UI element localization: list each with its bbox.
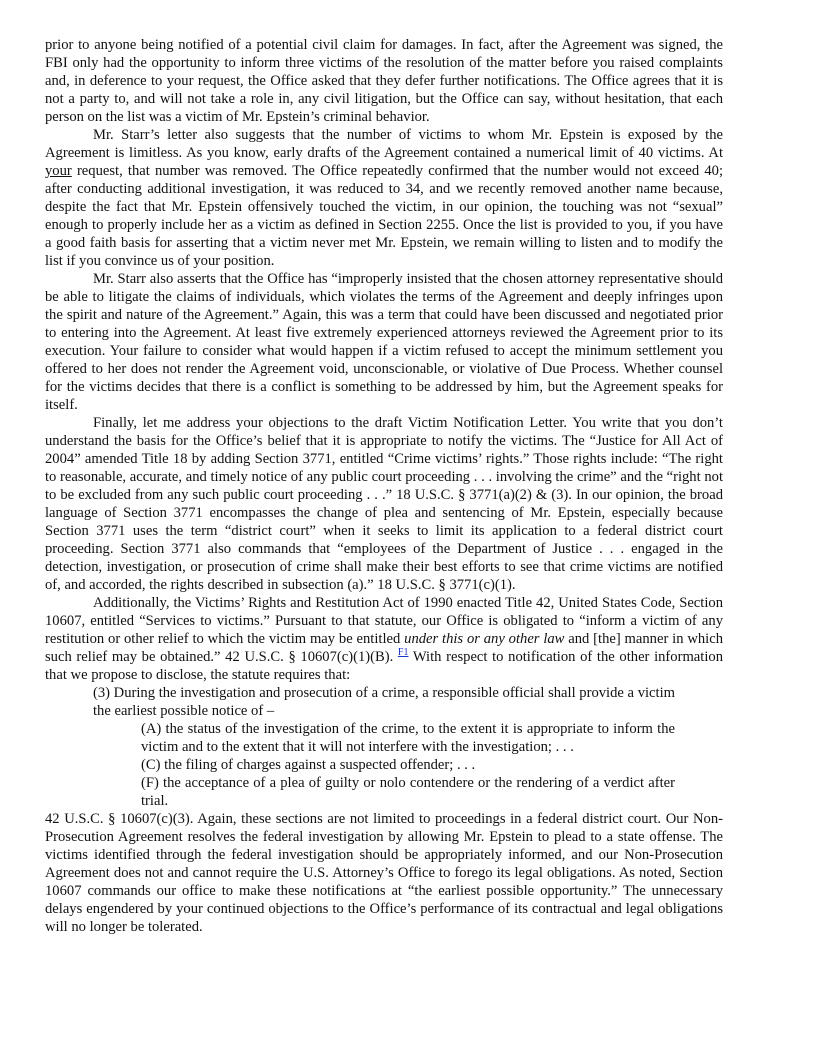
paragraph-conclusion: 42 U.S.C. § 10607(c)(3). Again, these sections are not limited to proceedings in a federal district court. Our Non-Prosecution Agreement resolves the federal investigation by allowing Mr. Epstein to plead to a state offense. The victims identified through the federal investigation should be appropriately informed, and our Non-Prosecution Agreement does not and cannot require the U.S. Attorney’s Office to forego its legal obligations. As noted, Section 10607 commands our office to make these notifications at “the earliest possible opportunity.” The unnecessary delays engendered by your continued objections to the Office’s performance of its contractual and legal obligations will no longer be tolerated. — [45, 811, 723, 935]
statute-subsection-c: (C) the filing of charges against a suspected offender; . . . — [141, 757, 476, 773]
paragraph-victim-count — [45, 126, 723, 270]
vrra-italic: under this or any other law — [404, 631, 565, 647]
paragraph-notification-letter: Finally, let me address your objections to the draft Victim Notification Letter. You write that you don’t understand the basis for the Office’s belief that it is appropriate to notify the victims. The “Justice for All Act of 2004” amended Title 18 by adding Section 3771, entitled “Crime victims’ rights.” Those rights include: “The right to reasonable, accurate, and timely notice of any public court proceeding . . . involving the crime” and the “right not to be excluded from any such public court proceeding . . .” 18 U.S.C. § 3771(a)(2) & (3). In our opinion, the broad language of Section 3771 encompasses the change of plea and sentencing of Mr. Epstein, especially because Section 3771 uses the term “district court” when it seeks to limit its application to a federal district court proceeding. Section 3771 also commands that “employees of the Department of Justice . . . engaged in the detection, investigation, or prosecution of crime shall make their best efforts to see that crime victims are notified of, and accorded, the rights described in subsection (a).” 18 U.S.C. § 3771(c)(1). — [45, 415, 723, 593]
vrra-text-1: Additionally, the Victims’ Rights and Restitution Act of 1990 enacted Title 42, United States Code, Section 10607, entitled “Services to victims.” Pursuant to that statute, our Office is obligated to “inform a victim of any restitution or other relief to which the victim may be entitled — [45, 595, 723, 647]
statute-subsection-f: (F) the acceptance of a plea of guilty or nolo contendere or the rendering of a verdict after trial. — [141, 775, 675, 809]
paragraph-civil-claim: prior to anyone being notified of a potential civil claim for damages. In fact, after the Agreement was signed, the FBI only had the opportunity to inform three victims of the resolution of the matter before you raised complaints and, in deference to your request, the Office asked that they defer further notifications. The Office agrees that it is not a party to, and will not take a role in, any civil litigation, but the Office can say, without hesitation, that each person on the list was a victim of Mr. Epstein’s criminal behavior. — [45, 37, 723, 125]
letter-body — [45, 36, 723, 936]
vrra-text-3: With respect to notification of the other information that we propose to disclose, the statute requires that: — [45, 649, 723, 683]
footnote-link-f1[interactable]: F1 — [397, 647, 409, 659]
victim-count-text-2: request, that number was removed. The Office repeatedly confirmed that the number would not exceed 40; after conducting additional investigation, it was reduced to 34, and we recently removed another name because, despite the fact that Mr. Epstein offensively touched the victim, in our opinion, the touching was not “sexual” enough to properly include her as a victim as defined in Section 2255. Once the list is provided to you, if you have a good faith basis for asserting that a victim never met Mr. Epstein, we remain willing to listen and to modify the list if you convince us of your position. — [45, 163, 723, 269]
statute-quote: (3) During the investigation and prosecution of a crime, a responsible official shall provide a victim the earliest possible notice of – — [93, 685, 675, 719]
statute-subsection-a: (A) the status of the investigation of the crime, to the extent it is appropriate to inform the victim and to the extent that it will not interfere with the investigation; . . . — [141, 721, 675, 755]
paragraph-victims-rights-act — [45, 594, 723, 684]
vrra-text-2: and [the] manner in which such relief may be obtained.” 42 U.S.C. § 10607(c)(1)(B). — [45, 631, 723, 665]
victim-count-text-1: Mr. Starr’s letter also suggests that the number of victims to whom Mr. Epstein is exposed by the Agreement is limitless. As you know, early drafts of the Agreement contained a numerical limit of 40 victims. At — [45, 127, 723, 161]
victim-count-underlined: your — [45, 163, 72, 179]
paragraph-attorney-representative: Mr. Starr also asserts that the Office has “improperly insisted that the chosen attorney representative should be able to litigate the claims of individuals, which violates the terms of the Agreement and deeply infringes upon the spirit and nature of the Agreement.” Again, this was a term that could have been discussed and negotiated prior to entering into the Agreement. At least five extremely experienced attorneys reviewed the Agreement prior to its execution. Your failure to consider what would happen if a victim refused to accept the minimum settlement you offered to her does not render the Agreement void, unconscionable, or violative of Due Process. Whether counsel for the victims decides that there is a conflict is something to be addressed by him, but the Agreement speaks for itself. — [45, 271, 723, 413]
